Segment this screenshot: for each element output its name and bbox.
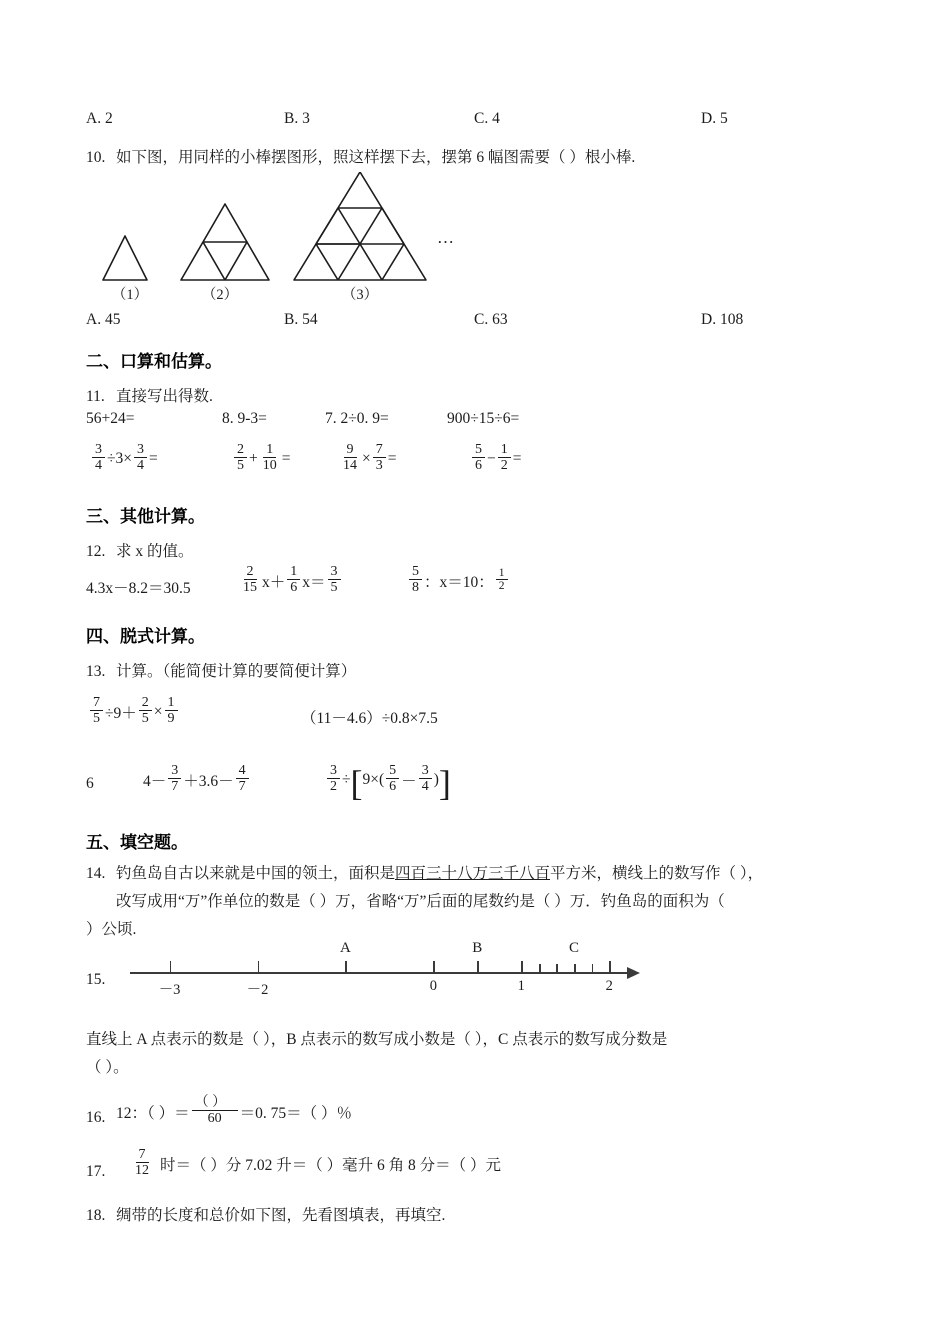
fraction: $\frac{5}{8}$ — [409, 564, 422, 595]
number-line-tick — [521, 961, 523, 973]
q9-option-b[interactable]: B. 3 — [284, 110, 310, 127]
fraction: $\frac{7}{3}$ — [373, 442, 386, 473]
number-line-tick-label: 1 — [517, 978, 525, 994]
fraction: $\frac{1}{2}$ — [498, 442, 511, 473]
number-line-tick — [345, 961, 347, 973]
fraction: $\frac{1}{2}$ — [496, 567, 508, 593]
number-line-tick-label: －3 — [158, 982, 181, 998]
operator: × — [362, 449, 371, 467]
fraction: $\frac{2}{5}$ — [139, 695, 152, 726]
q10-option-d[interactable]: D. 108 — [701, 311, 744, 328]
q13-text: 计算。（能简便计算的要简便计算） — [116, 663, 357, 680]
fraction: $\frac{3}{4}$ — [134, 442, 147, 473]
q13-number: 13. — [86, 663, 106, 680]
q12-text: 求 x 的值。 — [116, 543, 194, 560]
q16-number: 16. — [86, 1109, 106, 1126]
fraction: $\frac{9}{14}$ — [343, 442, 357, 473]
number-line-point-b: B — [472, 940, 483, 956]
q18-number: 18. — [86, 1207, 106, 1224]
q14-underlined-number: 四百三十八万三千八百 — [395, 865, 551, 882]
fraction: $\frac{1}{6}$ — [287, 564, 300, 595]
fraction: $\frac{1}{9}$ — [165, 695, 178, 726]
q11-text: 直接写出得数. — [116, 388, 213, 405]
number-line-tick-label: 0 — [429, 978, 437, 994]
operator: ÷3× — [107, 449, 132, 467]
number-line-tick — [574, 964, 576, 973]
q15-text-line-1: 直线上 A 点表示的数是（ ），B 点表示的数写成小数是（ ），C 点表示的数写成分数是 — [86, 1031, 668, 1048]
operator: － — [401, 772, 417, 790]
q11-expr-1: 56+24= — [86, 410, 135, 427]
fraction: $\frac{5}{6}$ — [386, 763, 399, 794]
q10-option-a[interactable]: A. 45 — [86, 311, 121, 328]
section-title-5: 五、填空题。 — [86, 833, 188, 853]
q15-number: 15. — [86, 971, 106, 988]
q12-equation-3 — [407, 565, 510, 596]
q16-tail: ＝0. 75＝（ ）％ — [239, 1104, 353, 1122]
bracket-open: [ — [350, 762, 363, 803]
number-line-point-c: C — [569, 940, 580, 956]
number-line-tick — [258, 961, 260, 973]
fraction: $\frac{3}{7}$ — [168, 763, 181, 794]
fraction: $\frac{3}{4}$ — [419, 763, 432, 794]
fraction: $\frac{2}{15}$ — [243, 564, 257, 595]
section-title-3: 三、其他计算。 — [86, 507, 205, 527]
q17-text: 时＝（ ）分 7.02 升＝（ ）毫升 6 角 8 分＝（ ）元 — [160, 1156, 502, 1174]
q13-expression-4 — [325, 762, 451, 803]
q11-frac-expr-3 — [338, 443, 397, 474]
operator: + — [249, 449, 258, 467]
term: 4－ — [143, 772, 167, 790]
q10-option-c[interactable]: C. 63 — [474, 311, 508, 328]
q11-expr-2: 8. 9-3= — [222, 410, 267, 427]
equals-sign: = — [149, 449, 158, 467]
equals-sign: = — [512, 449, 522, 467]
q13-stray-number: 6 — [86, 775, 94, 792]
operator: − — [487, 449, 496, 467]
q15-number-line — [130, 940, 640, 1000]
fraction: $\frac{2}{5}$ — [234, 442, 247, 473]
q9-option-a[interactable]: A. 2 — [86, 110, 113, 127]
number-line-axis — [130, 972, 628, 974]
number-line-tick — [477, 961, 479, 973]
triangle-pattern-svg — [95, 172, 475, 292]
q11-expr-4: 900÷15÷6= — [447, 410, 520, 427]
fraction: $\frac{7}{12}$ — [135, 1147, 149, 1178]
q12-equation-2 — [238, 565, 343, 596]
operator: × — [153, 702, 163, 720]
fraction-blank[interactable]: $\frac{( )}{60}$ — [192, 1095, 238, 1126]
q17-expression — [130, 1148, 501, 1179]
fraction: $\frac{3}{5}$ — [328, 564, 341, 595]
q11-number: 11. — [86, 388, 105, 405]
q14-text-b: 平方米，横线上的数写作（ ）， — [550, 865, 764, 882]
number-line-tick — [609, 961, 611, 973]
q10-option-b[interactable]: B. 54 — [284, 311, 318, 328]
q10-figure-caption-2: （2） — [201, 287, 239, 303]
equals-sign: = — [281, 449, 291, 467]
number-line-tick — [592, 964, 594, 973]
bracket-close: ] — [438, 762, 451, 803]
fraction: $\frac{3}{2}$ — [327, 763, 340, 794]
number-line-tick — [539, 964, 541, 973]
term: 9×( — [362, 770, 385, 788]
q14-line-2: 改写成用“万”作单位的数是（ ）万，省略“万”后面的尾数约是（ ）万．钓鱼岛的面积为（ — [116, 893, 725, 910]
q14-number: 14. — [86, 865, 106, 882]
number-line-tick — [556, 964, 558, 973]
q11-expr-3: 7. 2÷0. 9= — [325, 410, 389, 427]
q14-line-3: ）公顷. — [86, 921, 137, 938]
q9-option-d[interactable]: D. 5 — [701, 110, 728, 127]
equals-sign: = — [387, 449, 397, 467]
fraction: $\frac{7}{5}$ — [90, 695, 103, 726]
fraction: $\frac{5}{6}$ — [472, 442, 485, 473]
fraction: $\frac{4}{7}$ — [236, 763, 249, 794]
fraction: $\frac{3}{4}$ — [92, 442, 105, 473]
q10-figure-caption-1: （1） — [111, 287, 149, 303]
q14-line-1 — [116, 860, 763, 888]
q13-expression-1 — [88, 696, 180, 727]
q10-figure-group — [95, 172, 475, 292]
q15-text-line-2: （ ）。 — [86, 1059, 129, 1076]
number-line-tick-label: 2 — [605, 978, 613, 994]
number-line-tick — [433, 961, 435, 973]
term: ＋3.6－ — [183, 772, 234, 790]
paren-close: ) — [433, 770, 439, 788]
number-line-tick — [170, 961, 172, 973]
term: ：x＝10： — [424, 573, 494, 591]
q16-expression — [116, 1096, 352, 1127]
q16-lead: 12：（ ）＝ — [116, 1104, 190, 1122]
q11-frac-expr-2 — [232, 443, 291, 474]
q12-number: 12. — [86, 543, 106, 560]
q13-expression-3 — [143, 764, 251, 795]
term: x＋ — [262, 573, 286, 591]
fraction: $\frac{1}{10}$ — [262, 442, 277, 473]
q18-text: 绸带的长度和总价如下图，先看图填表，再填空. — [116, 1207, 446, 1224]
operator: ÷ — [342, 770, 351, 788]
q11-frac-expr-1 — [90, 443, 158, 474]
number-line-point-a: A — [340, 940, 351, 956]
q10-number: 10. — [86, 149, 106, 166]
q11-frac-expr-4 — [470, 443, 522, 474]
number-line-tick-label: －2 — [246, 982, 269, 998]
q17-number: 17. — [86, 1163, 106, 1180]
q14-text-a: 钓鱼岛自古以来就是中国的领土，面积是 — [116, 865, 396, 882]
q10-ellipsis: … — [437, 228, 456, 247]
q13-expression-2: （11－4.6）÷0.8×7.5 — [301, 710, 438, 727]
section-title-4: 四、脱式计算。 — [86, 627, 205, 647]
term: x＝ — [302, 573, 326, 591]
q9-option-c[interactable]: C. 4 — [474, 110, 500, 127]
q10-text: 如下图，用同样的小棒摆图形，照这样摆下去，摆第 6 幅图需要（ ）根小棒. — [116, 149, 636, 166]
q12-equation-1: 4.3x－8.2＝30.5 — [86, 580, 191, 597]
section-title-2: 二、口算和估算。 — [86, 352, 222, 372]
q10-figure-caption-3: （3） — [341, 287, 379, 303]
operator: ÷9＋ — [105, 704, 137, 722]
